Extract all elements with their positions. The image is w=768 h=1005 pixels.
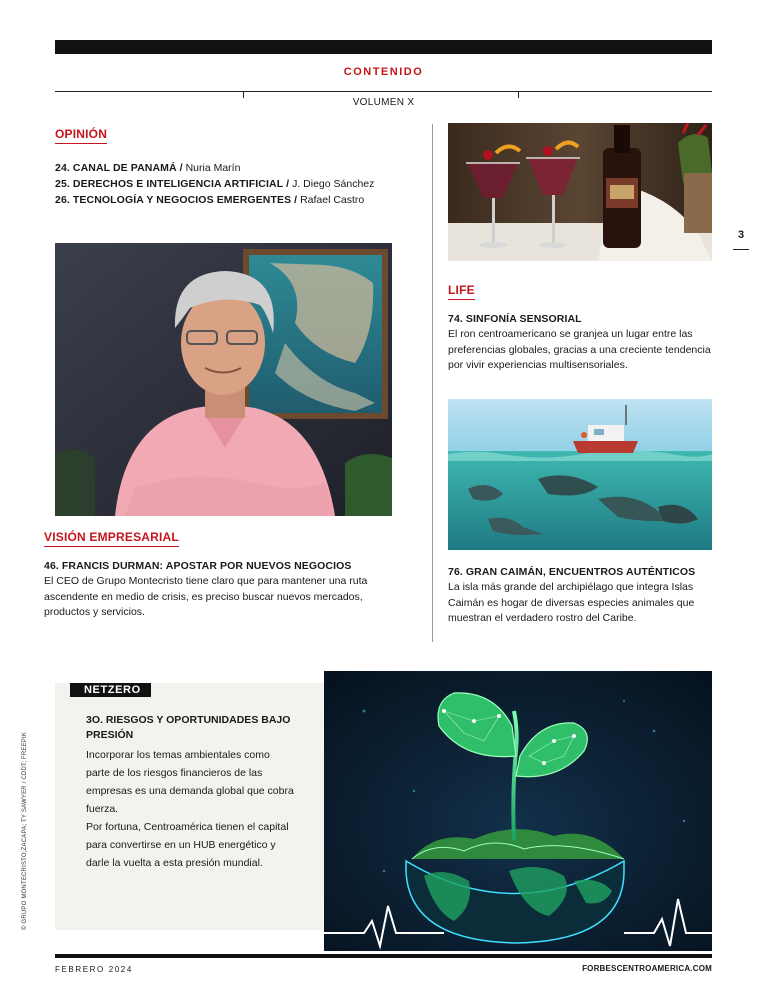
opinion-item-title: 25. DERECHOS E INTELIGENCIA ARTIFICIAL	[55, 178, 284, 190]
vision-story-body: El CEO de Grupo Montecristo tiene claro que para mantener una ruta ascendente en medio de crisis, es preciso buscar nuevos mercados, productos y servicios.	[44, 575, 368, 618]
volume-label: VOLUMEN X	[352, 97, 415, 108]
opinion-item-sep: /	[179, 162, 183, 174]
stingray-photo	[448, 399, 712, 550]
opinion-item-sep: /	[294, 194, 298, 206]
netzero-body-paragraph: Por fortuna, Centroamérica tienen el capital para convertirse en un HUB energético y darle la vuelta a esta presión mundial.	[86, 821, 289, 869]
life-story-body: El ron centroamericano se granjea un lugar entre las preferencias globales, gracias a una creciente tendencia por vivir experiencias multisensoriales.	[448, 328, 711, 371]
rum-cocktail-photo	[448, 123, 712, 261]
sprout-globe-illustration	[324, 671, 712, 951]
opinion-item[interactable]	[55, 160, 415, 176]
vision-heading-wrap	[44, 528, 179, 547]
vision-heading: VISIÓN EMPRESARIAL	[44, 530, 179, 547]
life-heading-wrap	[448, 281, 475, 300]
vision-story-title: 46. FRANCIS DURMAN: APOSTAR POR NUEVOS NEGOCIOS	[44, 560, 352, 572]
opinion-item-author: J. Diego Sánchez	[292, 178, 375, 190]
column-divider	[432, 124, 433, 642]
life-story-title: 74. SINFONÍA SENSORIAL	[448, 313, 582, 325]
caiman-story[interactable]	[448, 566, 718, 627]
opinion-item-author: Nuria Marín	[185, 162, 241, 174]
page-number: 3	[737, 229, 745, 241]
header-rule	[55, 91, 712, 92]
opinion-item[interactable]	[55, 192, 415, 208]
portrait-photo	[55, 243, 392, 516]
top-bar	[55, 40, 712, 54]
section-title: CONTENIDO	[343, 66, 424, 78]
opinion-list	[55, 160, 415, 208]
caiman-story-body: La isla más grande del archipiélago que integra Islas Caimán es hogar de diversas especies animales que muestran el verdadero rostro del Caribe.	[448, 581, 695, 624]
page-number-rule	[733, 249, 749, 250]
life-heading: LIFE	[448, 283, 475, 300]
opinion-item[interactable]	[55, 176, 415, 192]
footer-site-link[interactable]: FORBESCENTROAMERICA.COM	[582, 964, 712, 973]
footer-date: FEBRERO 2024	[55, 965, 133, 974]
opinion-item-title: 24. CANAL DE PANAMÁ	[55, 162, 177, 174]
vision-story[interactable]	[44, 560, 384, 621]
opinion-item-author: Rafael Castro	[300, 194, 365, 206]
opinion-item-title: 26. TECNOLOGÍA Y NEGOCIOS EMERGENTES	[55, 194, 292, 206]
opinion-heading: OPINIÓN	[55, 127, 107, 144]
photo-credit: © GRUPO MONTECRISTO;ZACAPA; TY SAWYER / CDDT; FREEPIK	[22, 731, 28, 930]
caiman-story-title: 76. GRAN CAIMÁN, ENCUENTROS AUTÉNTICOS	[448, 566, 696, 578]
netzero-tag: NETZERO	[70, 683, 151, 697]
opinion-item-sep: /	[286, 178, 290, 190]
netzero-body-paragraph: Incorporar los temas ambientales como parte de los riesgos financieros de las empresas es una demanda global que cobra fuerza.	[86, 749, 294, 815]
life-story[interactable]	[448, 313, 712, 374]
opinion-heading-wrap	[55, 125, 107, 144]
bottom-bar	[55, 954, 712, 958]
netzero-story-title[interactable]: 3O. RIESGOS Y OPORTUNIDADES BAJO PRESIÓN	[86, 714, 291, 741]
netzero-story-body	[86, 746, 296, 872]
